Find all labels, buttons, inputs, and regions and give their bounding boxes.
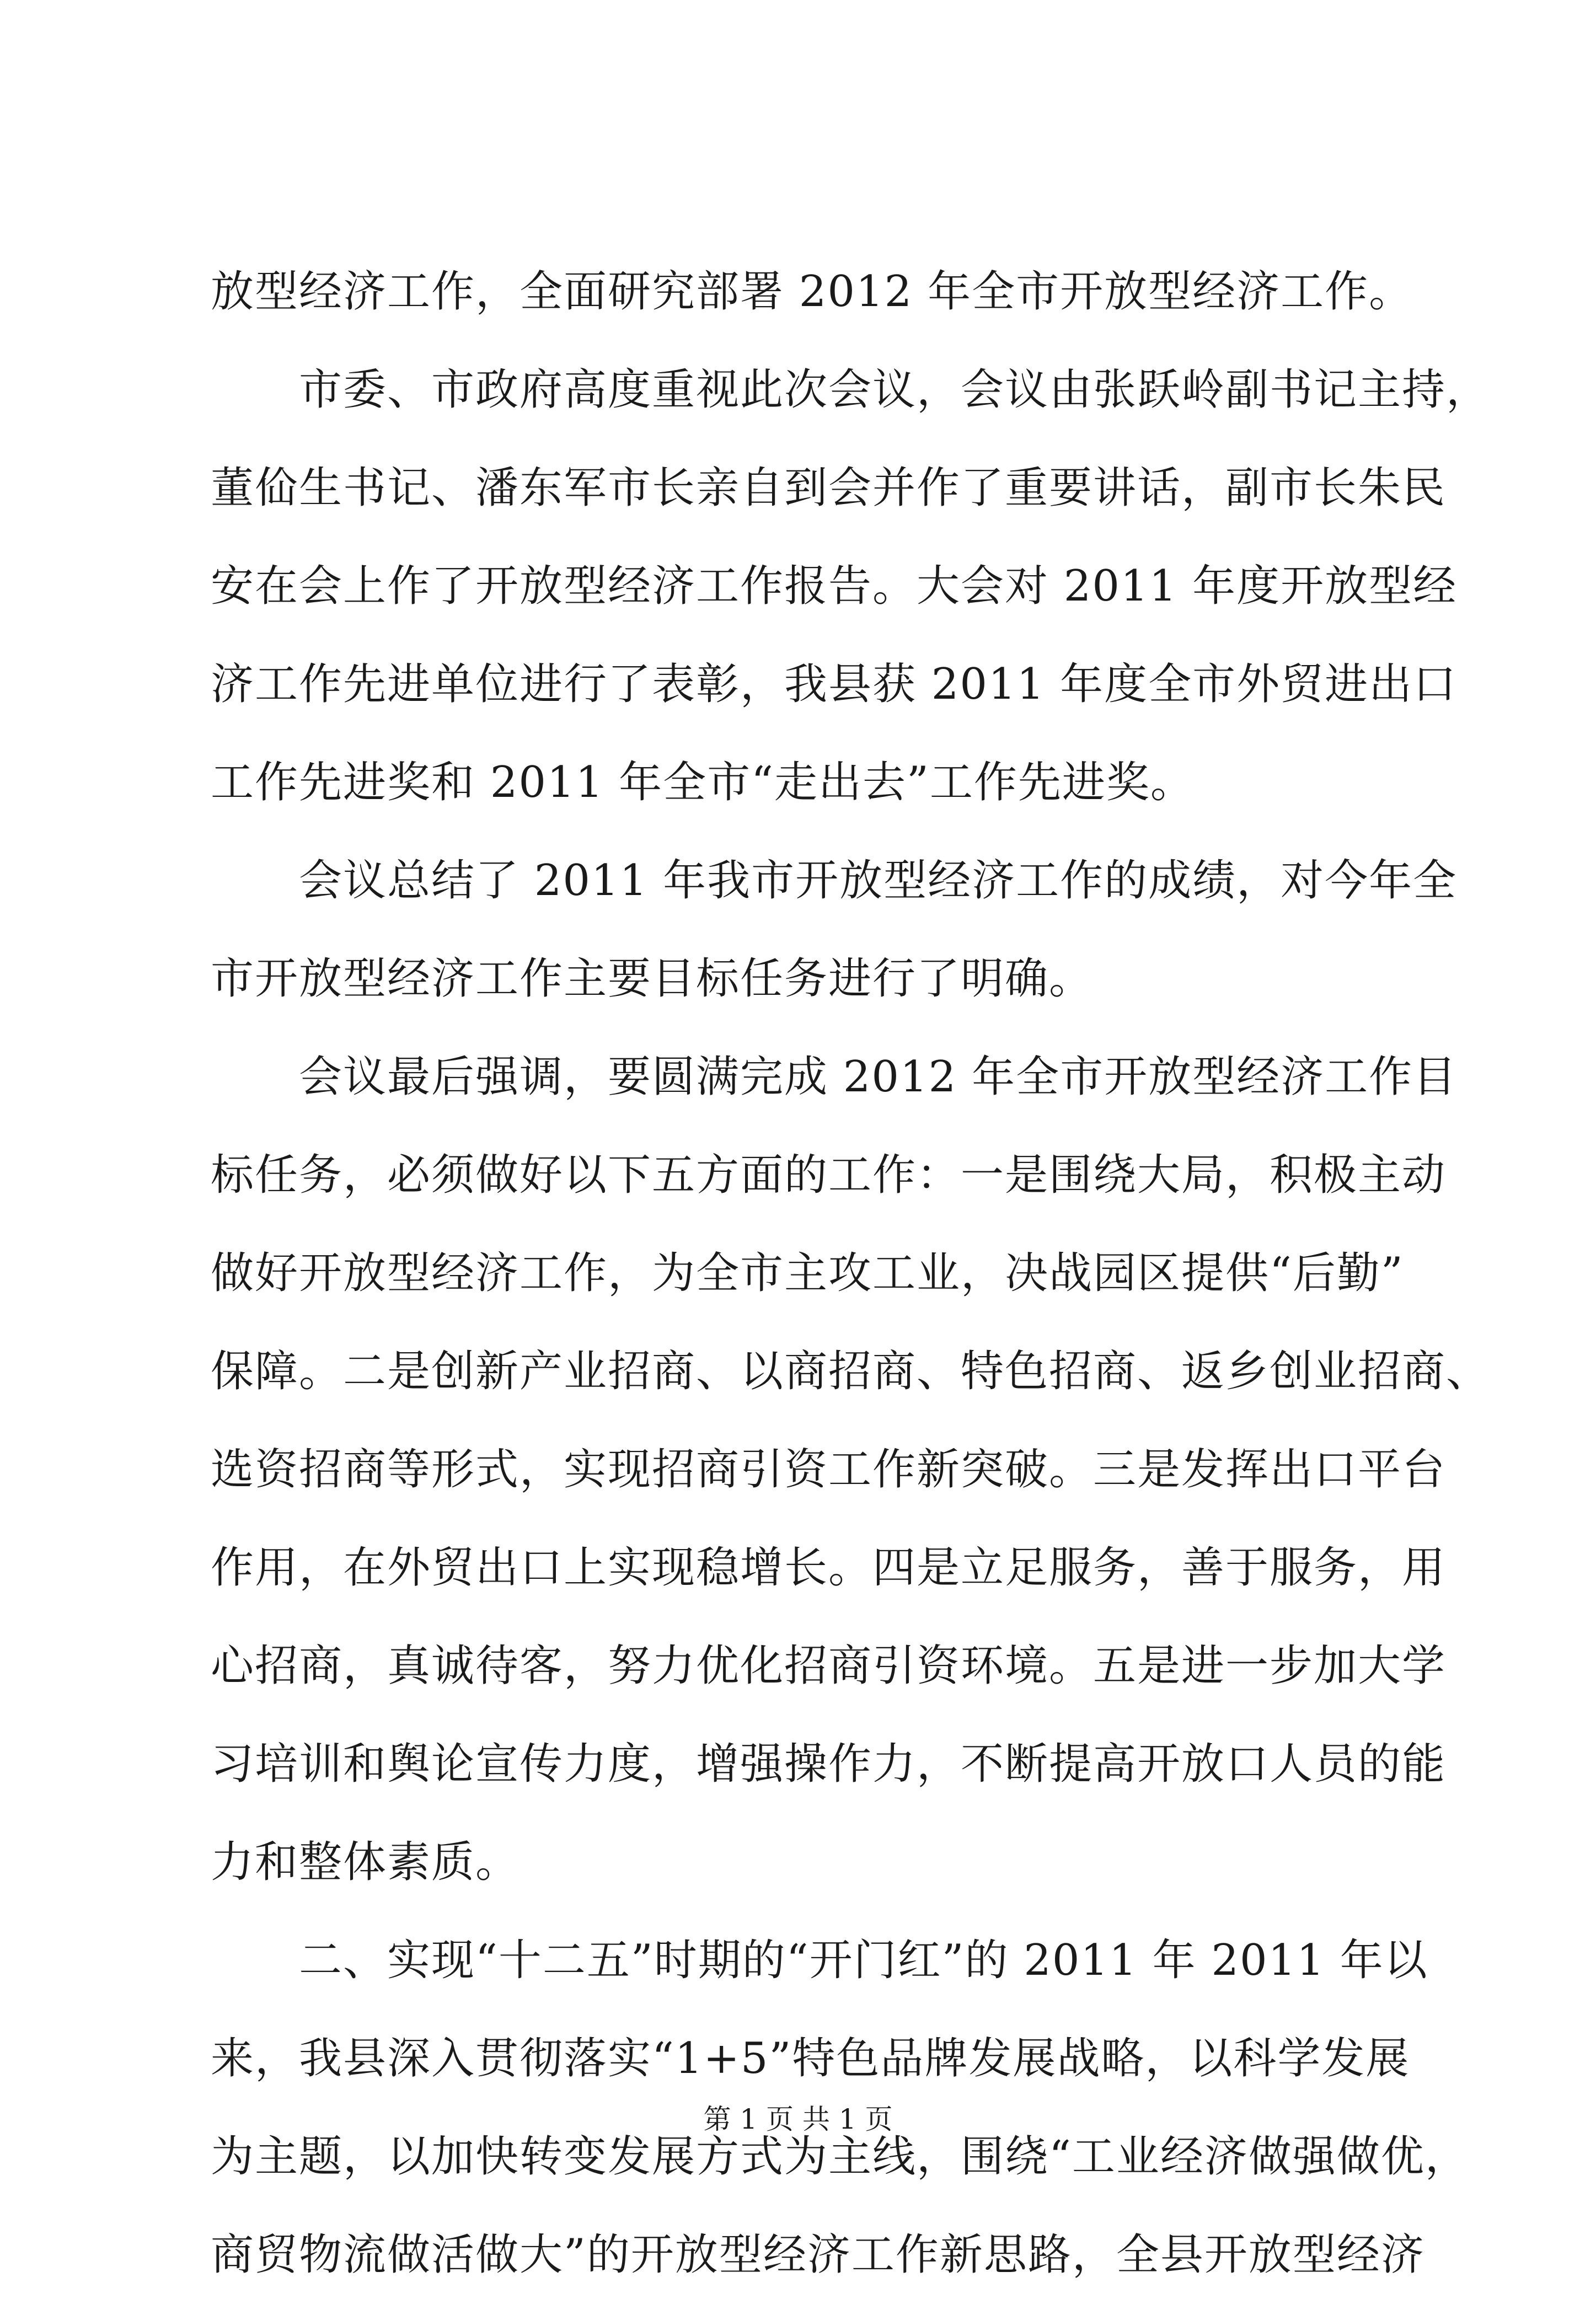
text-line: 会议总结了 2011 年我市开放型经济工作的成绩，对今年全	[211, 856, 1458, 905]
text-line: 济工作先进单位进行了表彰，我县获 2011 年度全市外贸进出口	[211, 660, 1458, 709]
text-line: 力和整体素质。	[211, 1837, 520, 1887]
text-line: 做好开放型经济工作，为全市主攻工业，决战园区提供“后勤”	[211, 1249, 1404, 1298]
text-line: 工作先进奖和 2011 年全市“走出去”工作先进奖。	[211, 758, 1195, 807]
text-line: 习培训和舆论宣传力度，增强操作力，不断提高开放口人员的能	[211, 1739, 1447, 1789]
text-line: 市委、市政府高度重视此次会议，会议由张跃岭副书记主持，	[211, 365, 1491, 415]
text-line: 保障。二是创新产业招商、以商招商、特色招商、返乡创业招商、	[211, 1347, 1491, 1396]
text-line: 选资招商等形式，实现招商引资工作新突破。三是发挥出口平台	[211, 1445, 1447, 1494]
text-line: 来，我县深入贯彻落实“1+5”特色品牌发展战略，以科学发展	[211, 2034, 1410, 2083]
text-line: 二、实现“十二五”时期的“开门红”的 2011 年 2011 年以	[211, 1936, 1428, 1985]
text-line: 心招商，真诚待客，努力优化招商引资环境。五是进一步加大学	[211, 1641, 1447, 1691]
text-line: 会议最后强调，要圆满完成 2012 年全市开放型经济工作目	[211, 1052, 1458, 1102]
text-line: 为主题，以加快转变发展方式为主线，围绕“工业经济做强做优，	[211, 2132, 1469, 2182]
text-line: 安在会上作了开放型经济工作报告。大会对 2011 年度开放型经	[211, 561, 1458, 611]
document-body	[211, 243, 1491, 2304]
text-line: 标任务，必须做好以下五方面的工作：一是围绕大局，积极主动	[211, 1150, 1447, 1200]
text-line: 作用，在外贸出口上实现稳增长。四是立足服务，善于服务，用	[211, 1543, 1447, 1593]
text-line: 商贸物流做活做大”的开放型经济工作新思路，全县开放型经济	[211, 2230, 1425, 2280]
text-line: 市开放型经济工作主要目标任务进行了明确。	[211, 954, 1094, 1004]
page-number-footer: 第 1 页 共 1 页	[703, 2103, 893, 2135]
text-line: 董佡生书记、潘东军市长亲自到会并作了重要讲话，副市长朱民	[211, 463, 1447, 513]
text-line: 放型经济工作，全面研究部署 2012 年全市开放型经济工作。	[211, 267, 1413, 317]
